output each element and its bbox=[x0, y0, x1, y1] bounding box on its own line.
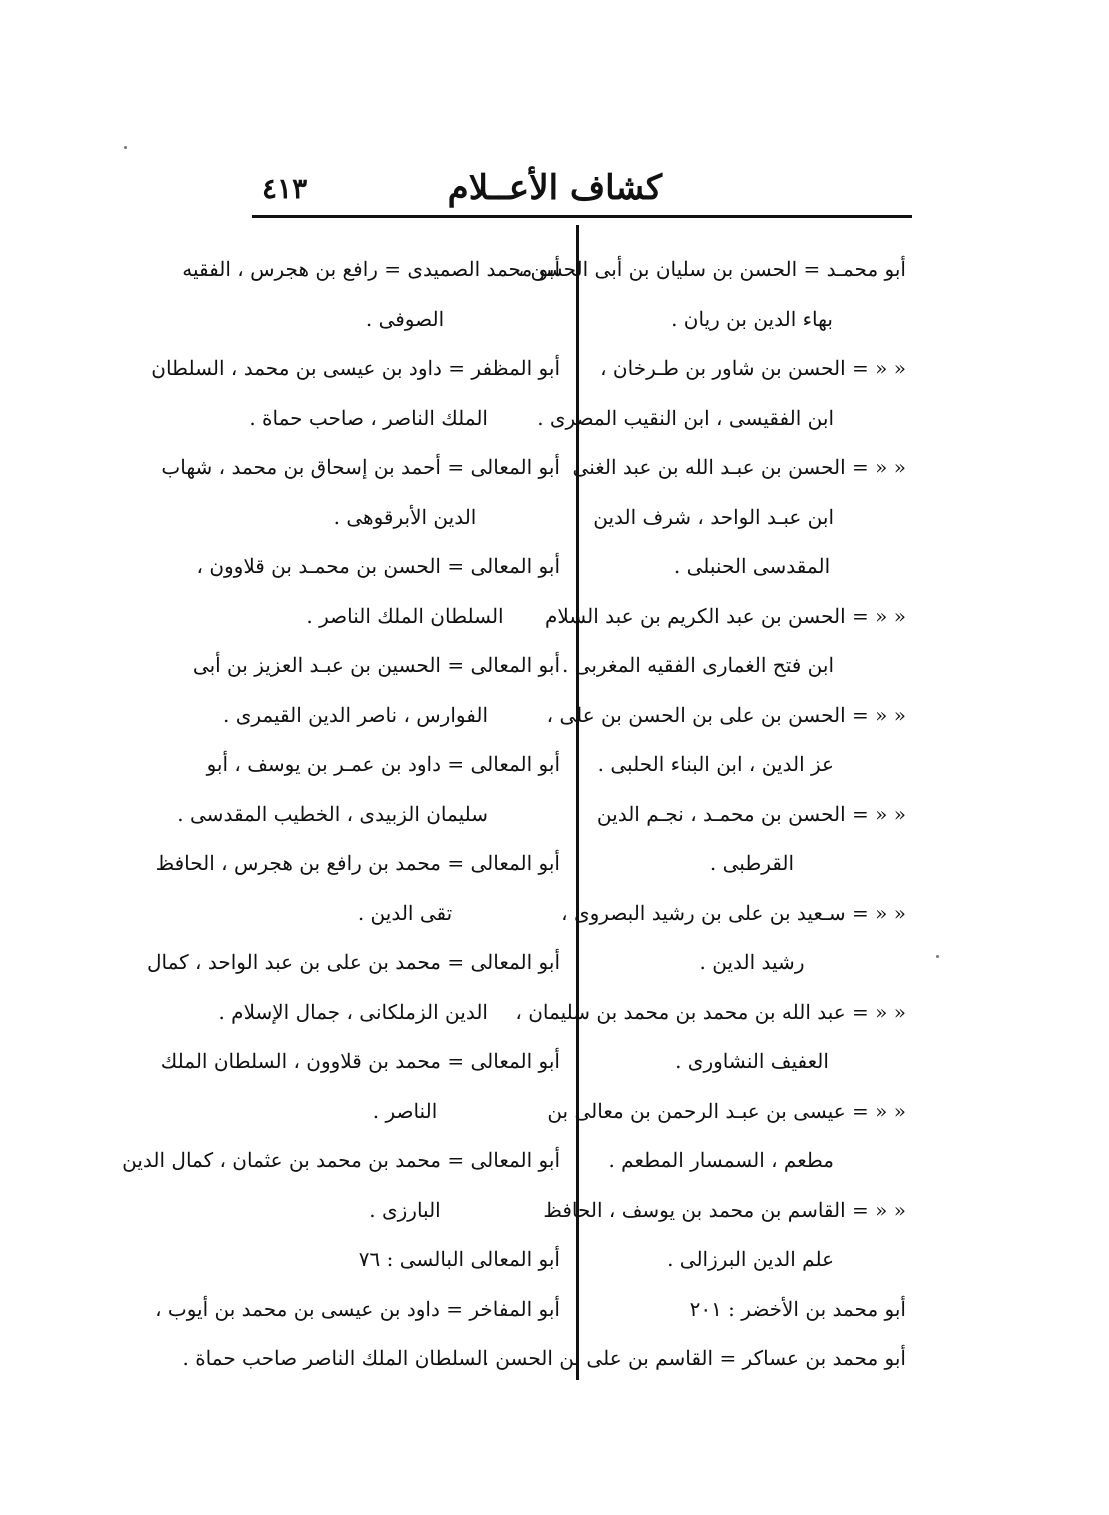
index-entry-line: القرطبى . bbox=[709, 851, 795, 875]
index-entry-line: « « = الحسن بن على بن الحسن بن على ، bbox=[546, 702, 906, 727]
index-entry-line: « « = الحسن بن شاور بن طـرخان ، bbox=[600, 356, 906, 380]
index-entry-line: ابن فتح الغمارى الفقيه المغربى . bbox=[561, 653, 834, 677]
index-entry-line: بهاء الدين بن ريان . bbox=[671, 306, 833, 331]
index-entry-line: أبو المعالى = أحمد بن إسحاق بن محمد ، شهاب bbox=[161, 455, 560, 479]
index-entry-line: مطعم ، السمسار المطعم . bbox=[608, 1148, 834, 1172]
index-entry-line: « « = القاسم بن محمد بن يوسف ، الحافظ bbox=[543, 1197, 906, 1222]
index-entry-line: الدين الزملكانى ، جمال الإسلام . bbox=[218, 999, 488, 1024]
index-entry-line: السلطان الملك الناصر صاحب حماة . bbox=[182, 1346, 488, 1370]
index-entry-line: أبو المعالى = محمد بن رافع بن هجرس ، الحافظ bbox=[155, 851, 560, 875]
index-entry-line: أبو محمد بن الأخضر : ٢٠١ bbox=[689, 1296, 906, 1321]
index-entry-line: « « = سـعيد بن على بن رشيد البصروى ، bbox=[561, 900, 906, 925]
index-entry-line: رشيد الدين . bbox=[699, 950, 805, 974]
index-entry-line: البارزى . bbox=[369, 1197, 441, 1222]
index-entry-line: أبو محمد الصميدى = رافع بن هجرس ، الفقيه bbox=[182, 257, 560, 281]
page-speck bbox=[936, 955, 939, 958]
index-entry-line: الملك الناصر ، صاحب حماة . bbox=[249, 405, 488, 430]
index-entry-line: علم الدين البرزالى . bbox=[667, 1247, 834, 1271]
index-entry-line: « « = عيسى بن عبـد الرحمن بن معالى بن bbox=[547, 1098, 906, 1123]
index-entry-line: « « = عبد الله بن محمد بن محمد بن سليمان ، bbox=[515, 999, 906, 1024]
header-rule bbox=[252, 215, 912, 218]
index-entry-line: أبو المفاخر = داود بن عيسى بن محمد بن أيوب ، bbox=[155, 1296, 560, 1321]
page-speck bbox=[124, 146, 127, 149]
index-entry-line: السلطان الملك الناصر . bbox=[306, 603, 504, 628]
page-number: ٤١٣ bbox=[262, 172, 308, 205]
page-title: كشاف الأعــلام bbox=[447, 168, 662, 208]
index-entry-line: « « = الحسن بن محمـد ، نجـم الدين bbox=[596, 801, 906, 826]
index-entry-line: الفوارس ، ناصر الدين القيمرى . bbox=[223, 702, 488, 727]
index-entry-line: أبو المعالى = محمد بن محمد بن عثمان ، كمال الدين bbox=[122, 1148, 560, 1172]
index-entry-line: أبو المعالى = الحسين بن عبـد العزيز بن أبى bbox=[192, 653, 560, 677]
index-entry-line: المقدسى الحنبلى . bbox=[673, 554, 831, 578]
index-entry-line: أبو محمد بن عساكر = القاسم بن على بن الحسن . bbox=[482, 1346, 906, 1370]
index-entry-line: أبو المظفر = داود بن عيسى بن محمد ، السلطان bbox=[151, 356, 560, 380]
left-column bbox=[122, 245, 560, 1384]
index-entry-line: الصوفى . bbox=[365, 306, 445, 331]
index-entry-line: تقى الدين . bbox=[357, 900, 453, 925]
index-entry-line: أبو المعالى = داود بن عمـر بن يوسف ، أبو bbox=[206, 752, 560, 776]
index-entry-line: الدين الأبرقوهى . bbox=[333, 504, 477, 529]
page-header bbox=[252, 162, 912, 212]
index-entry-line: أبو المعالى = محمد بن قلاوون ، السلطان الملك bbox=[160, 1049, 560, 1073]
index-entry-line: ابن الفقيسى ، ابن النقيب المصرى . bbox=[537, 405, 834, 430]
index-entry-line: سليمان الزبيدى ، الخطيب المقدسى . bbox=[177, 801, 488, 826]
index-entry-line: أبو محمـد = الحسن بن سليان بن أبى الحسن ، bbox=[517, 257, 906, 281]
right-column bbox=[482, 245, 906, 1384]
index-entry-line: أبو المعالى = الحسن بن محمـد بن قلاوون ، bbox=[196, 554, 560, 578]
index-entry-line: أبو المعالى البالسى : ٧٦ bbox=[358, 1247, 560, 1271]
index-entry-line: عز الدين ، ابن البناء الحلبى . bbox=[597, 752, 834, 776]
index-entry-line: أبو المعالى = محمد بن على بن عبد الواحد ، كمال bbox=[146, 950, 560, 974]
index-entry-line: ابن عبـد الواحد ، شرف الدين bbox=[593, 504, 834, 529]
index-entry-line: « « = الحسن بن عبد الكريم بن عبد السلام bbox=[544, 603, 906, 628]
index-entry-line: « « = الحسن بن عبـد الله بن عبد الغنى bbox=[572, 455, 906, 479]
index-entry-line: الناصر . bbox=[372, 1098, 438, 1123]
index-entry-line: العفيف النشاورى . bbox=[675, 1049, 829, 1073]
